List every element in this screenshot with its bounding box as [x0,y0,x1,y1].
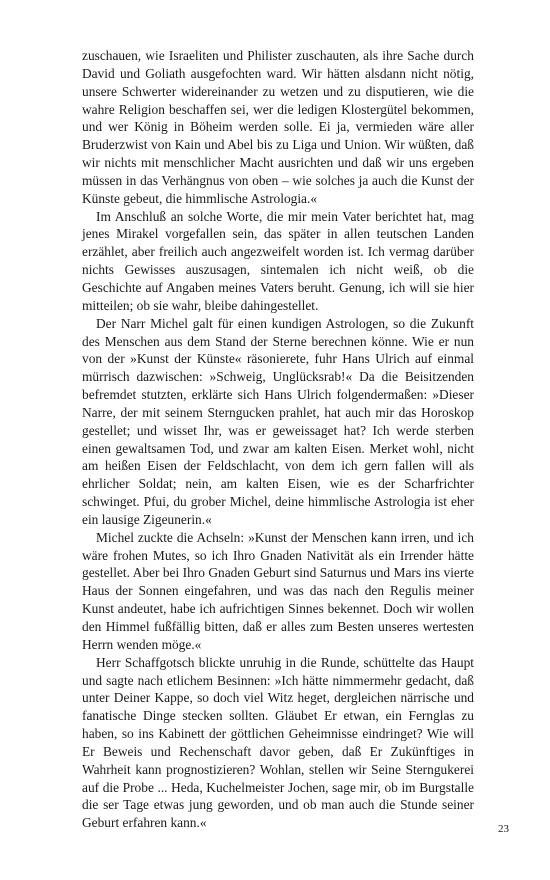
book-page-text [82,47,474,832]
paragraph: zuschauen, wie Israeliten und Philister zuschauten, als ihre Sache durch David und Goliath ausgefochten ward. Wir hätten alsdann nicht nötig, unsere Schwerter widereinander zu wetzen und zu disputieren, wie die wahre Religion beschaffen sei, wer die ledigen Klostergütel bekommen, und wer König in Böheim werden solle. Ei ja, vermieden wäre aller Bruderzwist von Kain und Abel bis zu Liga und Union. Wir wüßten, daß wir nichts mit menschlicher Macht ausrichten und daß wir uns ergeben müssen in das Verhängnus von oben – wie solches ja auch die Kunst der Künste gebeut, die himmlische Astrologia.« [82,48,474,206]
paragraph: Der Narr Michel galt für einen kundigen Astrologen, so die Zukunft des Menschen aus dem Stand der Sterne berechnen könne. Wie er nun von der »Kunst der Künste« räsonierete, fuhr Hans Ulrich auf einmal mürrisch dazwischen: »Schweig, Unglücksrab!« Da die Beisitzenden befremdet stutzten, erklärte sich Hans Ulrich folgendermaßen: »Dieser Narre, der mit seinem Sterngucken prahlet, hat auch mir das Horoskop gestellet; und wisset Ihr, was er geweissaget hat? Ich werde sterben einen gewaltsamen Tod, und zwar am kalten Eisen. Merket wohl, nicht am heißen Eisen der Feldschlacht, von dem ich gern fallen will als ehrlicher Soldat; nein, am kalten Eisen, wie es der Scharfrichter schwinget. Pfui, du grober Michel, deine himmlische Astrologia ist eher ein lausige Zigeunerin.« [82,315,474,527]
paragraph: Im Anschluß an solche Worte, die mir mein Vater berichtet hat, mag jenes Mirakel vorgefallen sein, das später in allen teutschen Landen erzählet, aber freilich auch angezweifelt worden ist. Ich vermag darüber nichts Gewisses auszusagen, sintemalen ich nicht weiß, ob die Geschichte auf Angaben meines Vaters beruht. Genung, ich will sie hier mitteilen; ob sie wahr, bleibe dahingestellet. [82,208,474,313]
paragraph: Michel zuckte die Achseln: »Kunst der Menschen kann irren, und ich wäre frohen Mutes, so ich Ihro Gnaden Nativität als ein Irrender hätte gestellet. Aber bei Ihro Gnaden Geburt sind Saturnus und Mars ins vierte Haus der Sonnen eingefahren, und was das nach den Regulis meiner Kunst andeutet, habe ich aufrichtigen Sinnes bekennet. Doch wir wollen den Himmel fußfällig bitten, daß er alles zum Besten unseres wertesten Herrn wenden möge.« [82,529,474,652]
page-number: 23 [498,823,509,835]
paragraph: Herr Schaffgotsch blickte unruhig in die Runde, schüttelte das Haupt und sagte nach etlichem Besinnen: »Ich hätte nimmermehr gedacht, daß unter Deiner Kappe, so doch viel Witz heget, dergleichen närrische und fanatische Dinge stecken sollten. Gläubet Er etwan, ein Fernglas zu haben, so ins Kabinett der göttlichen Geheimnisse eindringet? Wie will Er Beweis und Rechenschaft davor geben, daß Er Zukünftiges in Wahrheit kann prognostizieren? Wohlan, stellen wir Seine Sterngukerei auf die Probe ... Heda, Kuchelmeister Jochen, sage mir, ob im Burgstalle die ser Tage etwas jung geworden, und ob man auch die Stunde seiner Geburt erfahren kann.« [82,654,474,831]
